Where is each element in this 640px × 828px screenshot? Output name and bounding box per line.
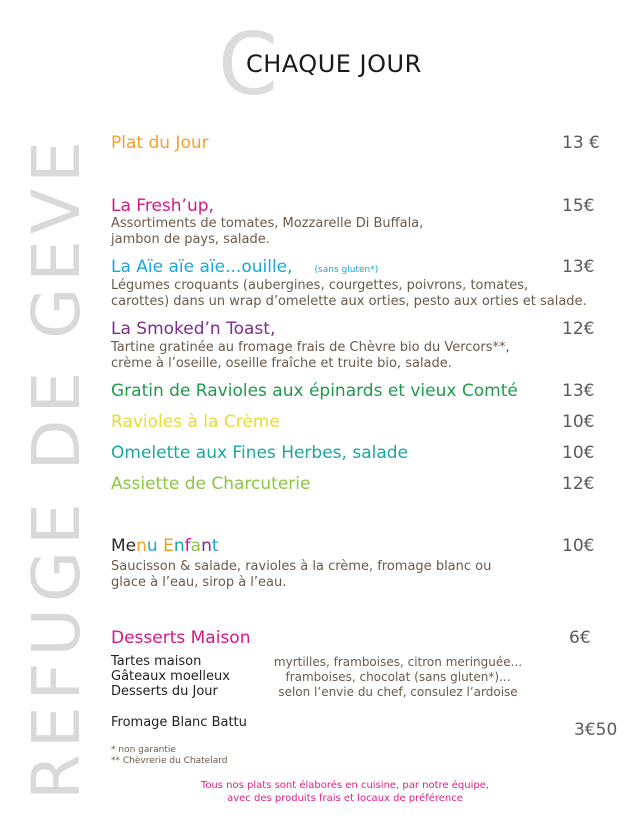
letter-n2: n <box>173 536 185 556</box>
dessert-row-value: myrtilles, framboises, citron meringuée... <box>273 655 523 669</box>
price-plat-du-jour: 13 € <box>562 133 600 153</box>
letter-u: u <box>146 536 158 556</box>
price-aie-aie-aie: 13€ <box>562 257 595 277</box>
dish-aie-aie-aie <box>111 257 378 277</box>
price-gratin-ravioles: 13€ <box>562 381 595 401</box>
desserts-title: Desserts Maison <box>111 628 251 648</box>
header-initial: C <box>218 15 279 115</box>
dish-ravioles-creme: Ravioles à la Crème <box>111 412 280 432</box>
letter-n: n <box>136 536 147 556</box>
dessert-row-label: Tartes maison <box>111 654 202 669</box>
dish-fresh-up: La Fresh’up, <box>111 196 214 216</box>
desc-smoked-line2: crème à l’oseille, oseille fraîche et truite bio, salade. <box>111 356 452 371</box>
letter-n3: n <box>201 536 212 556</box>
dish-smoked-n-toast: La Smoked’n Toast, <box>111 319 276 339</box>
tagline-line1: Tous nos plats sont élaborés en cuisine, par notre équipe, <box>200 780 490 791</box>
page-title: CHAQUE JOUR <box>246 50 422 78</box>
desc-aie-line1: Légumes croquants (aubergines, courgettes, poivrons, tomates, <box>111 278 529 293</box>
footnote-2: ** Chèvrerie du Chatelard <box>111 756 228 766</box>
dessert-row-value: selon l’envie du chef, consulez l’ardoise <box>278 685 518 699</box>
letter-E: E <box>163 536 174 556</box>
price-ravioles-creme: 10€ <box>562 412 595 432</box>
dish-assiette-charcuterie: Assiette de Charcuterie <box>111 474 311 494</box>
desc-fresh-up-line2: jambon de pays, salade. <box>111 232 270 247</box>
price-fromage: 3€50 <box>574 720 618 740</box>
price-assiette-charcuterie: 12€ <box>562 474 595 494</box>
price-omelette: 10€ <box>562 443 595 463</box>
side-title: REFUGE DE GEVE <box>18 135 95 800</box>
price-fresh-up: 15€ <box>562 196 595 216</box>
dessert-row-label: Desserts du Jour <box>111 684 218 699</box>
menu-enfant-title <box>111 536 219 556</box>
dish-omelette: Omelette aux Fines Herbes, salade <box>111 443 409 463</box>
tagline-line2: avec des produits frais et locaux de préférence <box>227 793 463 804</box>
dish-aie-name: La Aïe aïe aïe...ouille, <box>111 257 293 277</box>
letter-m: M <box>111 536 126 556</box>
letter-f: f <box>184 536 191 556</box>
desc-fresh-up-line1: Assortiments de tomates, Mozzarelle Di Buffala, <box>111 216 424 231</box>
desc-aie-line2: carottes) dans un wrap d’omelette aux orties, pesto aux orties et salade. <box>111 294 587 309</box>
letter-e: e <box>125 536 137 556</box>
footnote-1: * non garantie <box>111 745 176 755</box>
dish-plat-du-jour: Plat du Jour <box>111 133 209 153</box>
dessert-row-label: Gâteaux moelleux <box>111 669 230 684</box>
desc-menu-enfant-line1: Saucisson & salade, ravioles à la crème, fromage blanc ou <box>111 559 492 574</box>
letter-t: t <box>211 536 219 556</box>
letter-a: a <box>190 536 202 556</box>
fromage-blanc-battu: Fromage Blanc Battu <box>111 715 247 730</box>
dish-gratin-ravioles: Gratin de Ravioles aux épinards et vieux Comté <box>111 381 518 401</box>
desc-smoked-line1: Tartine gratinée au fromage frais de Chèvre bio du Vercors**, <box>111 340 510 355</box>
gluten-free-note: (sans gluten*) <box>314 265 379 275</box>
price-desserts: 6€ <box>569 628 591 648</box>
dessert-row-value: framboises, chocolat (sans gluten*)... <box>285 670 511 684</box>
price-smoked-n-toast: 12€ <box>562 319 595 339</box>
price-menu-enfant: 10€ <box>562 536 595 556</box>
desc-menu-enfant-line2: glace à l’eau, sirop à l’eau. <box>111 575 287 590</box>
